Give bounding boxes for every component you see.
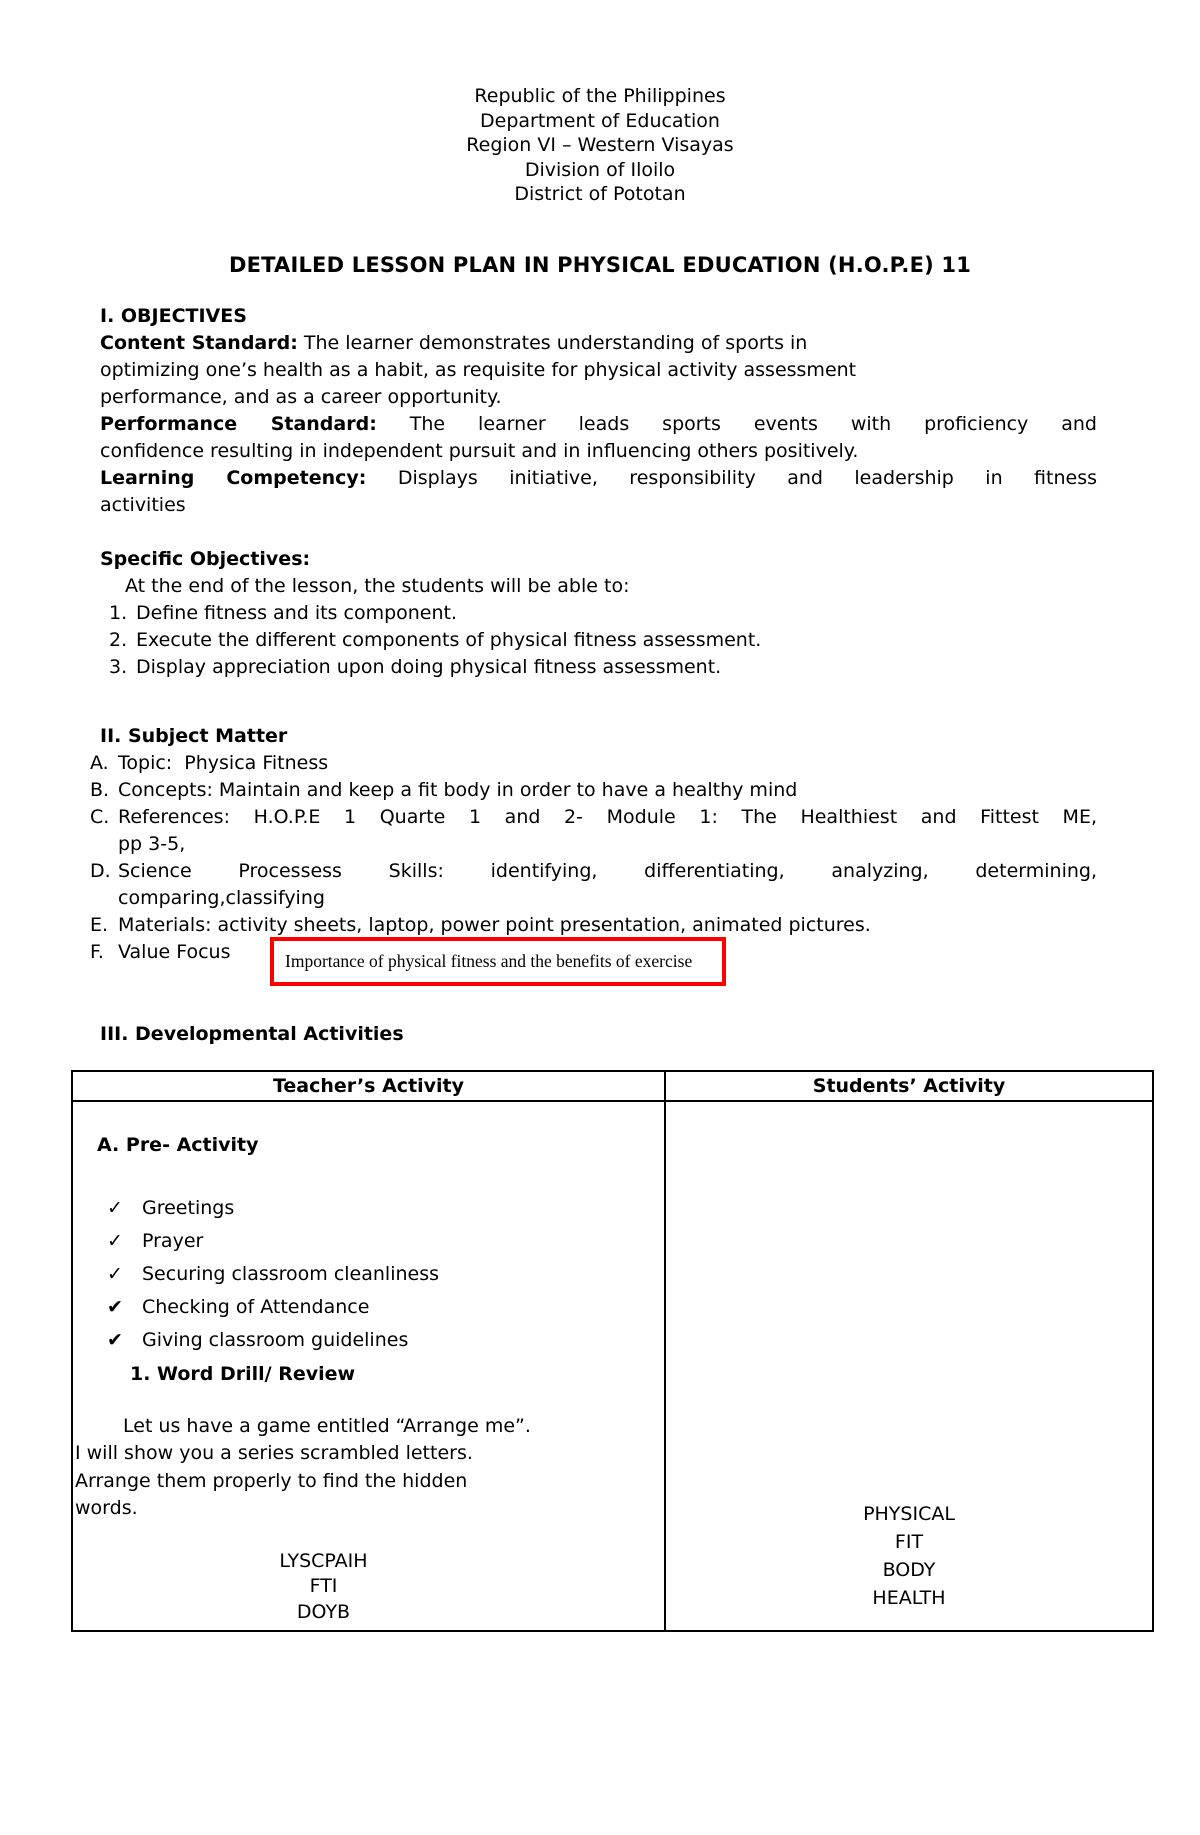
checklist-label: Prayer bbox=[142, 1229, 204, 1252]
instruction-line: Let us have a game entitled “Arrange me”. bbox=[123, 1414, 531, 1437]
item-letter: E. bbox=[90, 913, 109, 936]
teacher-activity-cell bbox=[72, 1101, 665, 1631]
checklist-label: Checking of Attendance bbox=[142, 1295, 370, 1318]
checklist-item bbox=[73, 1228, 664, 1255]
content-standard bbox=[100, 330, 1097, 411]
pre-activity-heading: A. Pre- Activity bbox=[97, 1133, 259, 1156]
learning-competency-label: Learning Competency: bbox=[100, 466, 367, 489]
objective-text: Display appreciation upon doing physical fitness assessment. bbox=[136, 655, 722, 678]
objective-text: Define fitness and its component. bbox=[136, 601, 458, 624]
subject-matter-heading: II. Subject Matter bbox=[100, 724, 288, 747]
answer-word: PHYSICAL bbox=[863, 1502, 955, 1525]
objectives-heading: I. OBJECTIVES bbox=[100, 304, 247, 327]
performance-standard-text: The learner leads sports events with proficiency and bbox=[376, 412, 1097, 435]
answer-word: BODY bbox=[882, 1558, 936, 1581]
check-icon: ✔ bbox=[107, 1295, 123, 1318]
performance-standard-text: confidence resulting in independent pursuit and in influencing others positively. bbox=[100, 439, 859, 462]
game-instructions bbox=[75, 1413, 572, 1523]
checklist-item bbox=[73, 1195, 664, 1222]
item-letter: A. bbox=[90, 751, 109, 774]
instruction-line: words. bbox=[75, 1497, 138, 1520]
instruction-line: Arrange them properly to find the hidden bbox=[75, 1469, 468, 1492]
pre-activity-checklist bbox=[73, 1195, 664, 1354]
performance-standard-label: Performance Standard: bbox=[100, 412, 377, 435]
word-drill-heading: 1. Word Drill/ Review bbox=[130, 1362, 356, 1385]
instruction-line: I will show you a series scrambled letters. bbox=[75, 1442, 473, 1465]
subject-matter-item bbox=[90, 804, 1097, 858]
check-icon: ✓ bbox=[107, 1229, 123, 1252]
document-title: DETAILED LESSON PLAN IN PHYSICAL EDUCATION (H.O.P.E) 11 bbox=[228, 252, 972, 277]
checklist-label: Giving classroom guidelines bbox=[142, 1328, 409, 1351]
subject-matter-item bbox=[90, 777, 1097, 804]
item-text: Topic: Physica Fitness bbox=[118, 751, 329, 774]
teacher-activity-header: Teacher’s Activity bbox=[72, 1071, 665, 1101]
checklist-item bbox=[73, 1261, 664, 1288]
value-focus-row bbox=[90, 939, 1097, 988]
objective-number: 3. bbox=[109, 655, 128, 678]
table-body-row bbox=[72, 1101, 1153, 1631]
learning-competency bbox=[100, 465, 1097, 519]
scrambled-word: LYSCPAIH bbox=[279, 1549, 368, 1572]
content-standard-text: optimizing one’s health as a habit, as requisite for physical activity assessment bbox=[100, 358, 857, 381]
checklist-label: Securing classroom cleanliness bbox=[142, 1262, 440, 1285]
subject-matter-item bbox=[90, 750, 1097, 777]
objective-item bbox=[100, 627, 1097, 654]
item-letter: F. bbox=[90, 940, 104, 963]
item-letter: D. bbox=[90, 859, 111, 882]
value-focus-box: Importance of physical fitness and the benefits of exercise bbox=[270, 937, 726, 986]
item-text: pp 3-5, bbox=[118, 832, 186, 855]
content-standard-text: The learner demonstrates understanding of sports in bbox=[297, 331, 808, 354]
letterhead-line: District of Pototan bbox=[514, 183, 686, 206]
answer-word: FIT bbox=[894, 1530, 924, 1553]
specific-objectives-heading: Specific Objectives: bbox=[100, 547, 311, 570]
subject-matter-item bbox=[90, 858, 1097, 912]
learning-competency-text: Displays initiative, responsibility and leadership in fitness bbox=[366, 466, 1097, 489]
scrambled-words bbox=[75, 1549, 572, 1626]
item-text: References: H.O.P.E 1 Quarte 1 and 2- Module 1: The Healthiest and Fittest ME, bbox=[118, 805, 1097, 828]
item-letter: C. bbox=[90, 805, 110, 828]
check-icon: ✓ bbox=[107, 1196, 123, 1219]
objective-item bbox=[100, 654, 1097, 681]
scrambled-word: DOYB bbox=[296, 1600, 351, 1623]
subject-matter-item bbox=[90, 912, 1097, 939]
checklist-item bbox=[73, 1327, 664, 1354]
activities-table bbox=[71, 1070, 1154, 1632]
students-activity-header: Students’ Activity bbox=[665, 1071, 1153, 1101]
student-answers bbox=[666, 1500, 1152, 1612]
item-text: Science Processess Skills: identifying, differentiating, analyzing, determining, bbox=[118, 859, 1097, 882]
content-standard-text: performance, and as a career opportunity. bbox=[100, 385, 502, 408]
students-activity-cell bbox=[665, 1101, 1153, 1631]
specific-objectives-intro: At the end of the lesson, the students will be able to: bbox=[125, 574, 630, 597]
objective-text: Execute the different components of physical fitness assessment. bbox=[136, 628, 762, 651]
letterhead bbox=[0, 84, 1200, 207]
letterhead-line: Region VI – Western Visayas bbox=[466, 134, 734, 157]
objective-item bbox=[100, 600, 1097, 627]
check-icon: ✓ bbox=[107, 1262, 123, 1285]
objective-number: 1. bbox=[109, 601, 128, 624]
checklist-label: Greetings bbox=[142, 1196, 235, 1219]
letterhead-line: Department of Education bbox=[480, 109, 720, 132]
table-header-row bbox=[72, 1071, 1153, 1101]
answer-word: HEALTH bbox=[872, 1586, 946, 1609]
performance-standard bbox=[100, 411, 1097, 465]
item-text: comparing,classifying bbox=[118, 886, 325, 909]
developmental-activities-heading: III. Developmental Activities bbox=[100, 1022, 404, 1045]
learning-competency-text: activities bbox=[100, 493, 186, 516]
document-body bbox=[90, 303, 1097, 1048]
checklist-item bbox=[73, 1294, 664, 1321]
item-text: Materials: activity sheets, laptop, power point presentation, animated pictures. bbox=[118, 913, 871, 936]
objective-number: 2. bbox=[109, 628, 128, 651]
letterhead-line: Division of Iloilo bbox=[524, 158, 676, 181]
value-focus-label: Value Focus bbox=[118, 940, 231, 963]
item-letter: B. bbox=[90, 778, 110, 801]
letterhead-line: Republic of the Philippines bbox=[474, 85, 726, 107]
scrambled-word: FTI bbox=[309, 1575, 338, 1598]
item-text: Concepts: Maintain and keep a fit body in order to have a healthy mind bbox=[118, 778, 798, 801]
content-standard-label: Content Standard: bbox=[100, 331, 298, 354]
check-icon: ✔ bbox=[107, 1328, 123, 1351]
